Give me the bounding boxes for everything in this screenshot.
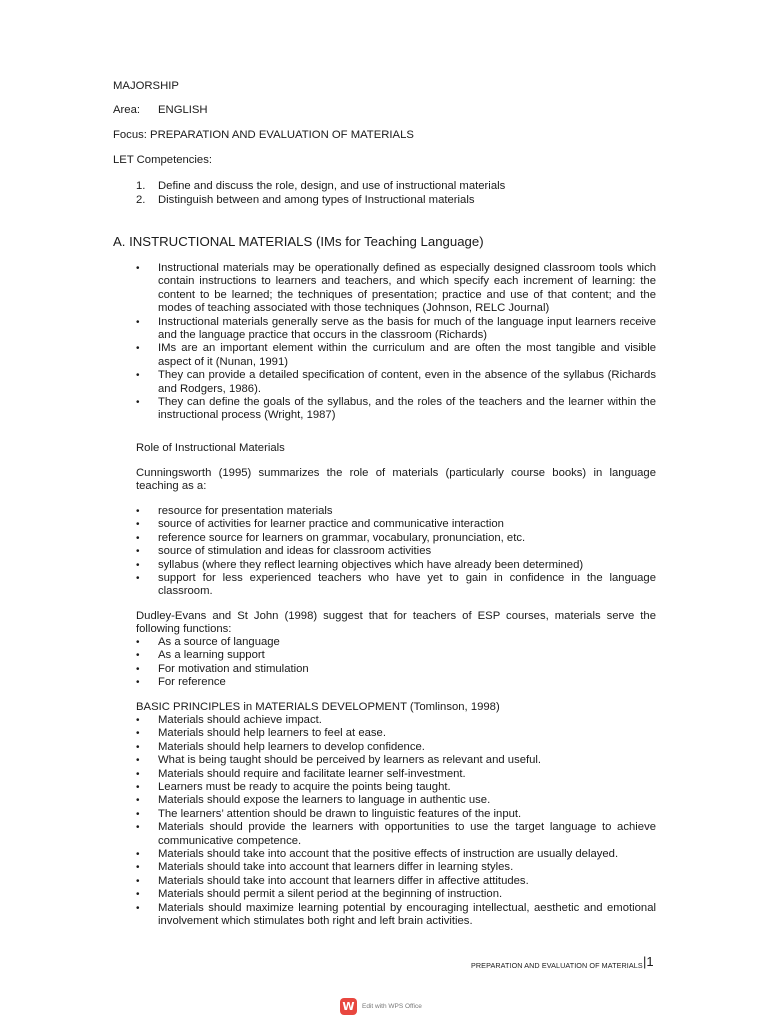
- list-item: • Instructional materials generally serve as the basis for much of the language input learners receive and the language practice that occurs in the classroom (Richards): [136, 315, 656, 342]
- list-item: • support for less experienced teachers who have yet to gain in confidence in the language classroom.: [136, 572, 656, 598]
- list-item: • Materials should provide the learners with opportunities to use the target language to achieve communicative competence.: [136, 821, 656, 847]
- bullet-icon: •: [136, 875, 140, 887]
- list-item: • Learners must be ready to acquire the points being taught.: [136, 781, 451, 794]
- competency-item: [136, 180, 676, 194]
- bullet-icon: •: [136, 755, 140, 767]
- principles-title: BASIC PRINCIPLES in MATERIALS DEVELOPMENT (Tomlinson, 1998): [136, 701, 500, 713]
- list-item: • syllabus (where they reflect learning objectives which have already been determined): [136, 558, 584, 571]
- bullet-icon: •: [136, 782, 140, 794]
- competency-number: 1.: [136, 180, 146, 192]
- bullet-icon: •: [136, 397, 140, 409]
- competencies-label: LET Competencies:: [113, 154, 213, 166]
- competency-item: [136, 194, 676, 208]
- area-label: Area:: [113, 104, 141, 116]
- principles-bullets: [136, 714, 656, 929]
- list-item: • Materials should take into account that learners differ in affective attitudes.: [136, 874, 529, 887]
- bullet-icon: •: [136, 263, 140, 274]
- section-a-bullets: [136, 262, 656, 423]
- role-intro: Cunningsworth (1995) summarizes the role of materials (particularly course books) in language teaching as a:: [136, 467, 656, 493]
- bullet-icon: •: [136, 532, 140, 544]
- list-item: • Materials should help learners to feel at ease.: [136, 727, 386, 740]
- list-item: • What is being taught should be perceived by learners as relevant and useful.: [136, 754, 542, 767]
- running-footer-title: PREPARATION AND EVALUATION OF MATERIALS: [471, 961, 643, 970]
- bullet-icon: •: [136, 343, 140, 355]
- bullet-icon: •: [136, 559, 140, 571]
- bullet-icon: •: [136, 519, 140, 531]
- list-item: • Materials should take into account that the positive effects of instruction are usually delayed.: [136, 848, 619, 861]
- list-item: • source of activities for learner practice and communicative interaction: [136, 518, 504, 531]
- focus-line: Focus: PREPARATION AND EVALUATION OF MATERIALS: [113, 129, 414, 141]
- list-item: • Materials should maximize learning potential by encouraging intellectual, aesthetic and emotional involvement which stimulates both right and left brain activities.: [136, 901, 656, 928]
- bullet-icon: •: [136, 741, 140, 753]
- role-bullets: [136, 505, 656, 599]
- bullet-icon: •: [136, 573, 140, 585]
- role-title: Role of Instructional Materials: [136, 442, 285, 454]
- wps-logo-icon: W: [340, 998, 357, 1015]
- list-item: • Materials should take into account that learners differ in learning styles.: [136, 861, 514, 874]
- list-item: • As a source of language: [136, 636, 280, 648]
- bullet-icon: •: [136, 316, 140, 328]
- bullet-icon: •: [136, 889, 140, 901]
- bullet-icon: •: [136, 808, 140, 820]
- list-item: • source of stimulation and ideas for classroom activities: [136, 545, 432, 558]
- bullet-icon: •: [136, 637, 140, 648]
- esp-intro: Dudley-Evans and St John (1998) suggest that for teachers of ESP courses, materials serve the following functions:: [136, 610, 656, 636]
- list-item: • Materials should require and facilitate learner self-investment.: [136, 767, 466, 780]
- esp-bullets: [136, 636, 656, 690]
- list-item: • Instructional materials may be operationally defined as especially designed classroom tools which contain instructions to learners and teachers, and which specify each increment of learning: the content to be learned; the techniques of presentation; practice and use of that content; and the modes of teaching associated with those techniques (Johnson, RELC Journal): [136, 262, 656, 315]
- page-number: |1: [643, 954, 654, 969]
- bullet-icon: •: [136, 849, 140, 861]
- wps-edit-label: Edit with WPS Office: [362, 1002, 422, 1010]
- list-item: • They can provide a detailed specification of content, even in the absence of the syllabus (Richards and Rodgers, 1986).: [136, 369, 656, 395]
- bullet-icon: •: [136, 506, 140, 517]
- list-item: • IMs are an important element within the curriculum and are often the most tangible and visible aspect of it (Nunan, 1991): [136, 342, 656, 368]
- list-item: • Materials should permit a silent period at the beginning of instruction.: [136, 888, 503, 901]
- list-item: • The learners’ attention should be drawn to linguistic features of the input.: [136, 807, 522, 820]
- list-item: • Materials should help learners to develop confidence.: [136, 740, 425, 753]
- list-item: • For reference: [136, 676, 226, 689]
- list-item: • Materials should expose the learners to language in authentic use.: [136, 794, 491, 807]
- list-item: • resource for presentation materials: [136, 505, 333, 517]
- section-a-title: A. INSTRUCTIONAL MATERIALS (IMs for Teaching Language): [113, 234, 484, 249]
- bullet-icon: •: [136, 728, 140, 740]
- majorship-heading: MAJORSHIP: [113, 80, 179, 92]
- bullet-icon: •: [136, 862, 140, 874]
- competencies-list: [136, 180, 676, 207]
- area-value: ENGLISH: [158, 104, 208, 116]
- competency-text: Define and discuss the role, design, and use of instructional materials: [158, 180, 506, 192]
- bullet-icon: •: [136, 822, 140, 834]
- bullet-icon: •: [136, 715, 140, 726]
- bullet-icon: •: [136, 663, 140, 675]
- bullet-icon: •: [136, 768, 140, 780]
- bullet-icon: •: [136, 902, 140, 914]
- competency-text: Distinguish between and among types of Instructional materials: [158, 193, 475, 206]
- list-item: • As a learning support: [136, 649, 265, 662]
- competency-number: 2.: [136, 193, 146, 206]
- bullet-icon: •: [136, 546, 140, 558]
- list-item: • For motivation and stimulation: [136, 662, 309, 675]
- bullet-icon: •: [136, 650, 140, 662]
- bullet-icon: •: [136, 677, 140, 689]
- list-item: • reference source for learners on grammar, vocabulary, pronunciation, etc.: [136, 531, 526, 544]
- bullet-icon: •: [136, 795, 140, 807]
- wps-watermark[interactable]: [340, 998, 422, 1015]
- list-item: • Materials should achieve impact.: [136, 714, 322, 726]
- bullet-icon: •: [136, 370, 140, 382]
- list-item: • They can define the goals of the syllabus, and the roles of the teachers and the learner within the instructional process (Wright, 1987): [136, 396, 656, 422]
